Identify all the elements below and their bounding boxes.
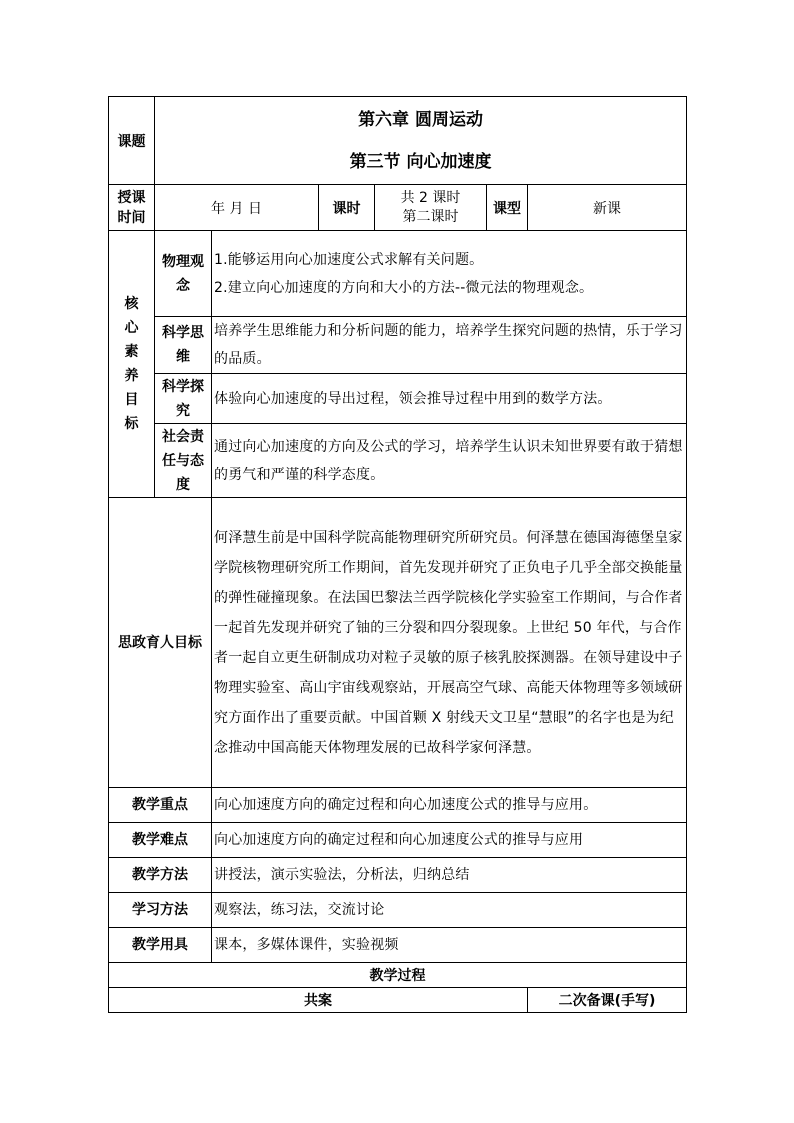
goal-responsibility-label: 社会责任与态度 (155, 424, 212, 498)
teaching-tools-label: 教学用具 (109, 928, 212, 963)
ideology-text: 何泽慧生前是中国科学院高能物理研究所研究员。何泽慧在德国海德堡皇家学院核物理研究所工作期间，首先发现并研究了正负电子几乎全部交换能量的弹性碰撞现象。在法国巴黎法兰西学院核化学实验室工作期间，与合作者一起首先发现并研究了铀的三分裂和四分裂现象。上世纪 50 年代，与合作者一起自立更生研制成功对粒子灵敏的原子核乳胶探测器。在领导建设中子物理实验室、高山宇宙线观察站，开展高空气球、高能天体物理等多领域研究方面作出了重要贡献。中国首颗 X 射线天文卫星“慧眼”的名字也是为纪念推动中国高能天体物理发展的已故科学家何泽慧。 (212, 498, 687, 788)
goal-physics-line: 2.建立向心加速度的方向和大小的方法--微元法的物理观念。 (214, 279, 594, 296)
core-goals-char: 标 (124, 416, 139, 432)
goal-physics-text (212, 231, 687, 317)
topic-cell (155, 97, 687, 185)
teaching-method-label: 教学方法 (109, 858, 212, 893)
chapter-title: 第六章 圆周运动 (358, 109, 483, 130)
goal-inquiry-text: 体验向心加速度的导出过程，领会推导过程中用到的数学方法。 (212, 374, 687, 424)
goal-inquiry-label: 科学探究 (155, 374, 212, 424)
teaching-difficulty-value: 向心加速度方向的确定过程和向心加速度公式的推导与应用 (212, 823, 687, 858)
teaching-difficulty-label: 教学难点 (109, 823, 212, 858)
learning-method-label: 学习方法 (109, 893, 212, 928)
topic-label: 课题 (109, 97, 155, 185)
hours-cell (375, 185, 487, 231)
goal-physics-line: 1.能够运用向心加速度公式求解有关问题。 (214, 251, 484, 268)
core-goals-char: 素 (124, 344, 139, 360)
type-value: 新课 (528, 185, 687, 231)
ideology-label: 思政育人目标 (109, 498, 212, 788)
goal-thinking-label: 科学思维 (155, 317, 212, 374)
date-field: 年 月 日 (155, 185, 319, 231)
goal-responsibility-text: 通过向心加速度的方向及公式的学习，培养学生认识未知世界要有敢于猜想的勇气和严谨的科学态度。 (212, 424, 687, 498)
time-label-cell (109, 185, 155, 231)
core-goals-char: 核 (124, 296, 139, 312)
hours-label: 课时 (319, 185, 375, 231)
goal-physics-label: 物理观念 (155, 231, 212, 317)
second-prep-label: 二次备课(手写) (528, 988, 687, 1013)
hours-current: 第二课时 (402, 208, 459, 225)
section-title: 第三节 向心加速度 (349, 151, 492, 172)
lesson-plan-table (108, 96, 687, 1013)
learning-method-value: 观察法，练习法，交流讨论 (212, 893, 687, 928)
hours-total: 共 2 课时 (400, 189, 461, 206)
teaching-tools-value: 课本，多媒体课件，实验视频 (212, 928, 687, 963)
core-goals-label (109, 231, 155, 498)
core-goals-char: 目 (124, 392, 139, 408)
teaching-focus-label: 教学重点 (109, 788, 212, 823)
goal-thinking-text: 培养学生思维能力和分析问题的能力，培养学生探究问题的热情，乐于学习的品质。 (212, 317, 687, 374)
teaching-focus-value: 向心加速度方向的确定过程和向心加速度公式的推导与应用。 (212, 788, 687, 823)
core-goals-char: 养 (124, 368, 139, 384)
teaching-process-title: 教学过程 (109, 963, 687, 988)
type-label: 课型 (487, 185, 528, 231)
time-label: 授课时间 (117, 189, 146, 226)
shared-plan-label: 共案 (109, 988, 528, 1013)
teaching-method-value: 讲授法，演示实验法，分析法，归纳总结 (212, 858, 687, 893)
core-goals-char: 心 (124, 320, 139, 336)
